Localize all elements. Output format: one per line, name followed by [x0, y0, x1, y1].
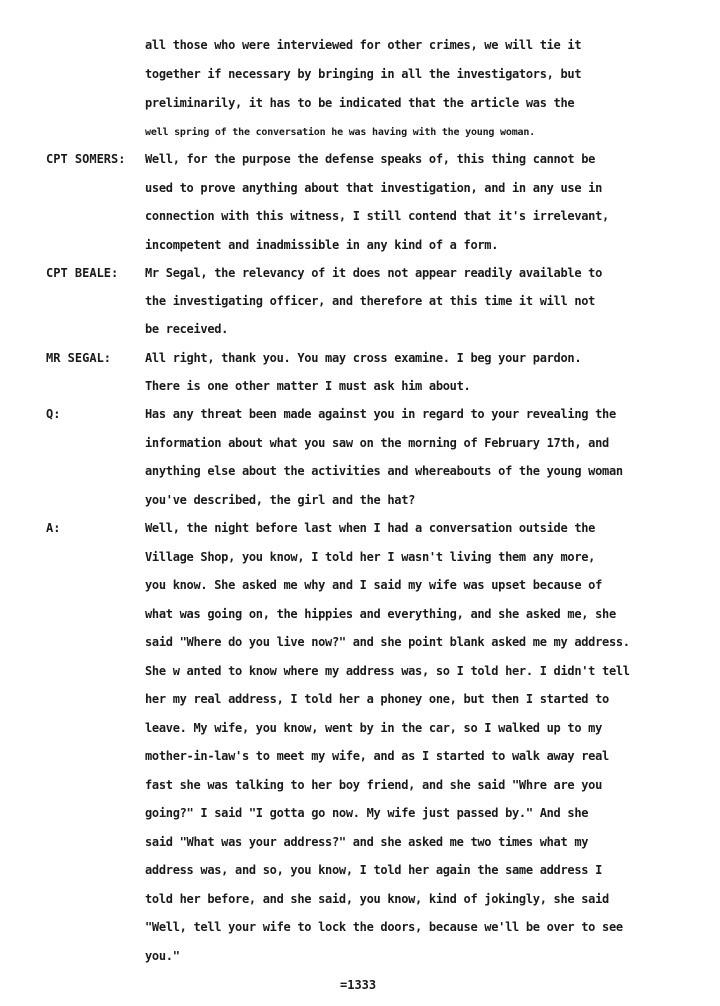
- speaker-label: MR SEGAL:: [46, 351, 112, 365]
- transcript-line: Well, the night before last when I had a conversation outside the: [145, 521, 596, 535]
- transcript-line: address was, and so, you know, I told her again the same address I: [145, 863, 603, 877]
- transcript-line: "Well, tell your wife to lock the doors, because we'll be over to see: [145, 920, 623, 934]
- transcript-line: going?" I said "I gotta go now. My wife just passed by." And she: [145, 806, 589, 820]
- transcript-line: be received.: [145, 322, 229, 336]
- transcript-line: told her before, and she said, you know, kind of jokingly, she said: [145, 892, 609, 906]
- transcript-line: There is one other matter I must ask him about.: [145, 379, 471, 393]
- transcript-line: mother-in-law's to meet my wife, and as I started to walk away real: [145, 749, 609, 763]
- speaker-label: CPT SOMERS:: [46, 152, 126, 166]
- transcript-line: the investigating officer, and therefore at this time it will not: [145, 294, 596, 308]
- transcript-line: preliminarily, it has to be indicated that the article was the: [145, 96, 575, 110]
- transcript-line: leave. My wife, you know, went by in the car, so I walked up to my: [145, 721, 603, 735]
- transcript-line: you've described, the girl and the hat?: [145, 493, 416, 507]
- transcript-line: Mr Segal, the relevancy of it does not appear readily available to: [145, 266, 603, 280]
- transcript-line: anything else about the activities and whereabouts of the young woman: [145, 464, 623, 478]
- transcript-line: all those who were interviewed for other crimes, we will tie it: [145, 38, 582, 52]
- transcript-line: information about what you saw on the morning of February 17th, and: [145, 436, 609, 450]
- transcript-line: Village Shop, you know, I told her I wasn't living them any more,: [145, 550, 596, 564]
- transcript-line: incompetent and inadmissible in any kind of a form.: [145, 238, 499, 252]
- speaker-label: A:: [46, 521, 61, 535]
- page-number: =1333: [340, 978, 377, 992]
- transcript-line: connection with this witness, I still contend that it's irrelevant,: [145, 209, 609, 223]
- transcript-line: what was going on, the hippies and everything, and she asked me, she: [145, 607, 616, 621]
- transcript-line: her my real address, I told her a phoney one, but then I started to: [145, 692, 609, 706]
- transcript-line: Has any threat been made against you in regard to your revealing the: [145, 407, 616, 421]
- transcript-line: fast she was talking to her boy friend, and she said "Whre are you: [145, 778, 603, 792]
- transcript-line: All right, thank you. You may cross examine. I beg your pardon.: [145, 351, 582, 365]
- transcript-line: well spring of the conversation he was having with the young woman.: [145, 127, 535, 138]
- speaker-label: Q:: [46, 407, 61, 421]
- transcript-line: used to prove anything about that investigation, and in any use in: [145, 181, 603, 195]
- transcript-line: said "What was your address?" and she asked me two times what my: [145, 835, 589, 849]
- transcript-line: Well, for the purpose the defense speaks of, this thing cannot be: [145, 152, 596, 166]
- transcript-line: you know. She asked me why and I said my wife was upset because of: [145, 578, 603, 592]
- transcript-line: She w anted to know where my address was, so I told her. I didn't tell: [145, 664, 630, 678]
- transcript-line: together if necessary by bringing in all the investigators, but: [145, 67, 582, 81]
- transcript-line: you.": [145, 949, 180, 963]
- speaker-label: CPT BEALE:: [46, 266, 119, 280]
- transcript-line: said "Where do you live now?" and she point blank asked me my address.: [145, 635, 630, 649]
